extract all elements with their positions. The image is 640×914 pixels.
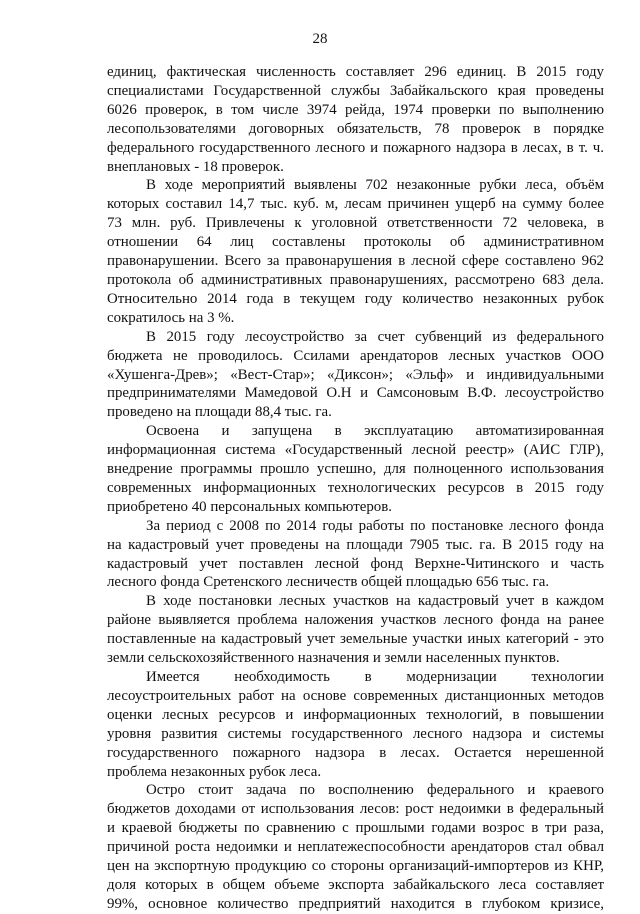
text-line: на кадастровый учет проведены на площади 7905 тыс. га. В 2015 году на <box>107 536 604 553</box>
paragraph <box>107 422 604 517</box>
text-line: земли сельскохозяйственного назначения и земли населенных пунктов. <box>107 650 560 667</box>
text-line: и краевой бюджеты по сравнению с прошлыми годами возрос в три раза, <box>107 820 604 837</box>
text-line: уровня развития системы государственного лесного надзора и системы <box>107 725 604 742</box>
text-line: специалистами Государственной службы Забайкальского края проведены <box>107 82 604 99</box>
paragraph <box>107 328 604 423</box>
text-line: бюджетов доходами от использования лесов: рост недоимки в федеральный <box>107 801 604 818</box>
paragraph <box>107 592 604 668</box>
paragraph <box>107 668 604 781</box>
text-line: доля которых в общем объеме экспорта забайкальского леса составляет <box>107 876 604 893</box>
paragraph <box>107 63 604 176</box>
text-line: государственного пожарного надзора в лесах. Остается нерешенной <box>107 744 604 761</box>
text-line: приобретено 40 персональных компьютеров. <box>107 498 392 515</box>
paragraph <box>107 176 604 327</box>
text-line: проведено на площади 88,4 тыс. га. <box>107 404 332 421</box>
text-line: бюджета не проводилось. Ссилами арендаторов лесных участков ООО <box>107 347 604 364</box>
text-line: сократилось на 3 %. <box>107 309 235 326</box>
text-line: лесоустроительных работ на основе современных дистанционных методов <box>107 687 604 704</box>
text-line: причиной роста недоимки и неплатежеспособности арендаторов стал обвал <box>107 839 604 856</box>
text-line: единиц, фактическая численность составляет 296 единиц. В 2015 году <box>107 64 604 80</box>
text-line: внедрение программы прошло успешно, для полноценного использования <box>107 461 604 478</box>
text-line: оценки лесных ресурсов и информационных технологий, в повышении <box>107 706 604 723</box>
text-line: «Хушенга-Древ»; «Вест-Стар»; «Диксон»; «Эльф» и индивидуальными <box>107 366 604 383</box>
text-line: информационная система «Государственный лесной реестр» (АИС ГЛР), <box>107 442 604 459</box>
text-line: лесного фонда Сретенского лесничеств общей площадью 656 тыс. га. <box>107 574 550 591</box>
text-line: поставленные на кадастровый учет земельные участки иных категорий - это <box>107 631 604 648</box>
paragraph <box>107 517 604 593</box>
text-line: 6026 проверок, в том числе 3974 рейда, 1974 проверки по выполнению <box>107 101 604 118</box>
text-line: В ходе постановки лесных участков на кадастровый учет в каждом <box>146 593 604 610</box>
text-line: Остро стоит задача по восполнению федерального и краевого <box>146 782 604 799</box>
text-line: Имеется необходимость в модернизации технологии <box>146 669 604 685</box>
paragraph <box>107 781 604 913</box>
text-line: 73 млн. руб. Привлечены к уголовной ответственности 72 человека, в <box>107 215 604 232</box>
text-line: 99%, основное количество предприятий находится в глубоком кризисе, <box>107 895 604 912</box>
text-line: федерального государственного лесного и пожарного надзора в лесах, в т. ч. <box>107 139 604 156</box>
text-line: Относительно 2014 года в текущем году количество незаконных рубок <box>107 290 604 307</box>
text-line: протокола об административных правонарушениях, рассмотрено 683 дела. <box>107 271 604 288</box>
text-line: В ходе мероприятий выявлены 702 незаконные рубки леса, объём <box>146 177 604 194</box>
text-line: районе выявляется проблема наложения участков лесного фонда на ранее <box>107 612 604 629</box>
text-line: Освоена и запущена в эксплуатацию автоматизированная <box>146 423 604 440</box>
text-line: За период с 2008 по 2014 годы работы по постановке лесного фонда <box>146 517 604 534</box>
text-line: отношении 64 лиц составлены протоколы об административном <box>107 234 604 251</box>
text-line: которых составил 14,7 тыс. куб. м, лесам причинен ущерб на сумму более <box>107 196 604 213</box>
text-line: правонарушении. Всего за правонарушения в лесной сфере составлено 962 <box>107 253 604 270</box>
text-line: предпринимателями Мамедовой О.Н и Самсоновым В.Ф. лесоустройство <box>107 385 604 402</box>
document-body-text <box>107 63 604 914</box>
text-line: проблема незаконных рубок леса. <box>107 763 322 780</box>
page-number: 28 <box>312 31 328 47</box>
text-line: лесопользователями договорных обязательств, 78 проверок в порядке <box>107 120 604 137</box>
text-line: кадастровый учет поставлен лесной фонд Верхне-Читинского и часть <box>107 555 604 572</box>
text-line: внеплановых - 18 проверок. <box>107 158 284 175</box>
text-line: цен на экспортную продукцию со стороны организаций-импортеров из КНР, <box>107 858 604 875</box>
text-line: современных информационных технологических ресурсов в 2015 году <box>107 479 604 496</box>
text-line: В 2015 году лесоустройство за счет субвенций из федерального <box>146 328 604 345</box>
